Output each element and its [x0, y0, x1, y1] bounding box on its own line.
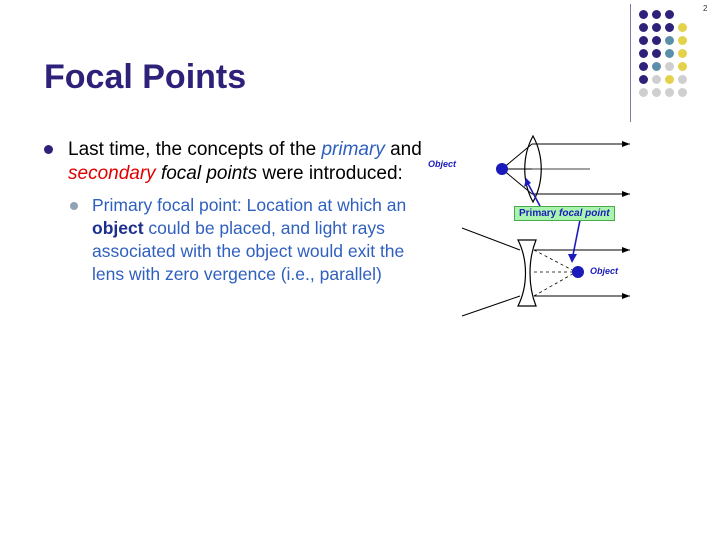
decor-dot [665, 88, 674, 97]
decor-dot [678, 75, 687, 84]
label-object-bottom: Object [590, 266, 619, 276]
list-item [68, 194, 440, 286]
bullet1-secondary-word: secondary [68, 163, 156, 184]
decor-dot [639, 10, 648, 19]
object-point-top [496, 163, 508, 175]
decor-dot [678, 49, 687, 58]
decor-dot [665, 23, 674, 32]
decor-dot [678, 88, 687, 97]
bullet2-text-a: : Location at which an [236, 195, 407, 215]
bullet1-text-part1: Last time, the concepts of the [68, 139, 322, 160]
bullet1-and: and [384, 139, 422, 160]
optics-diagram-svg [440, 120, 680, 330]
decor-dot [652, 88, 661, 97]
decor-dot [652, 23, 661, 32]
page-title: Focal Points [44, 58, 247, 96]
list-item [40, 138, 440, 186]
decor-dot [665, 75, 674, 84]
callout-bold-text: Primary [519, 208, 560, 219]
bullet-marker-icon [44, 145, 53, 154]
decor-dot [652, 36, 661, 45]
decor-dot [639, 49, 648, 58]
decor-dot [652, 75, 661, 84]
body-content [40, 138, 440, 286]
grid-rule-divider [630, 4, 631, 122]
callout-italic-text: focal point [559, 208, 610, 219]
label-object-top: Object [428, 159, 457, 169]
bullet1-text-part2: were introduced: [257, 163, 403, 184]
bullet1-focal-points: focal points [155, 163, 258, 184]
page-number: 2 [703, 4, 708, 13]
decorative-dot-grid [637, 8, 689, 99]
decor-dot [678, 23, 687, 32]
primary-focal-point-callout [514, 206, 615, 221]
decor-dot [652, 62, 661, 71]
sub-bullet-marker-icon [70, 202, 78, 210]
decor-dot [639, 23, 648, 32]
decor-dot [665, 62, 674, 71]
decor-dot [652, 49, 661, 58]
decor-dot [639, 75, 648, 84]
bullet2-lead: Primary focal point [92, 195, 237, 215]
decor-dot [665, 49, 674, 58]
object-point-bottom [572, 266, 584, 278]
decor-dot [639, 62, 648, 71]
diverging-lens-shape [518, 240, 536, 306]
decor-dot [678, 36, 687, 45]
decor-dot [678, 10, 687, 19]
bullet2-text-b: could be placed, and light rays associated with the object would exit the lens with zero vergence (i.e., parallel) [92, 218, 405, 284]
optics-diagram [428, 120, 680, 330]
bullet2-object-word: object [92, 218, 144, 238]
decor-dot [665, 10, 674, 19]
decor-dot [639, 88, 648, 97]
decor-dot [665, 36, 674, 45]
decor-dot [639, 36, 648, 45]
decor-dot [678, 62, 687, 71]
bullet1-primary-word: primary [321, 139, 385, 160]
decor-dot [652, 10, 661, 19]
